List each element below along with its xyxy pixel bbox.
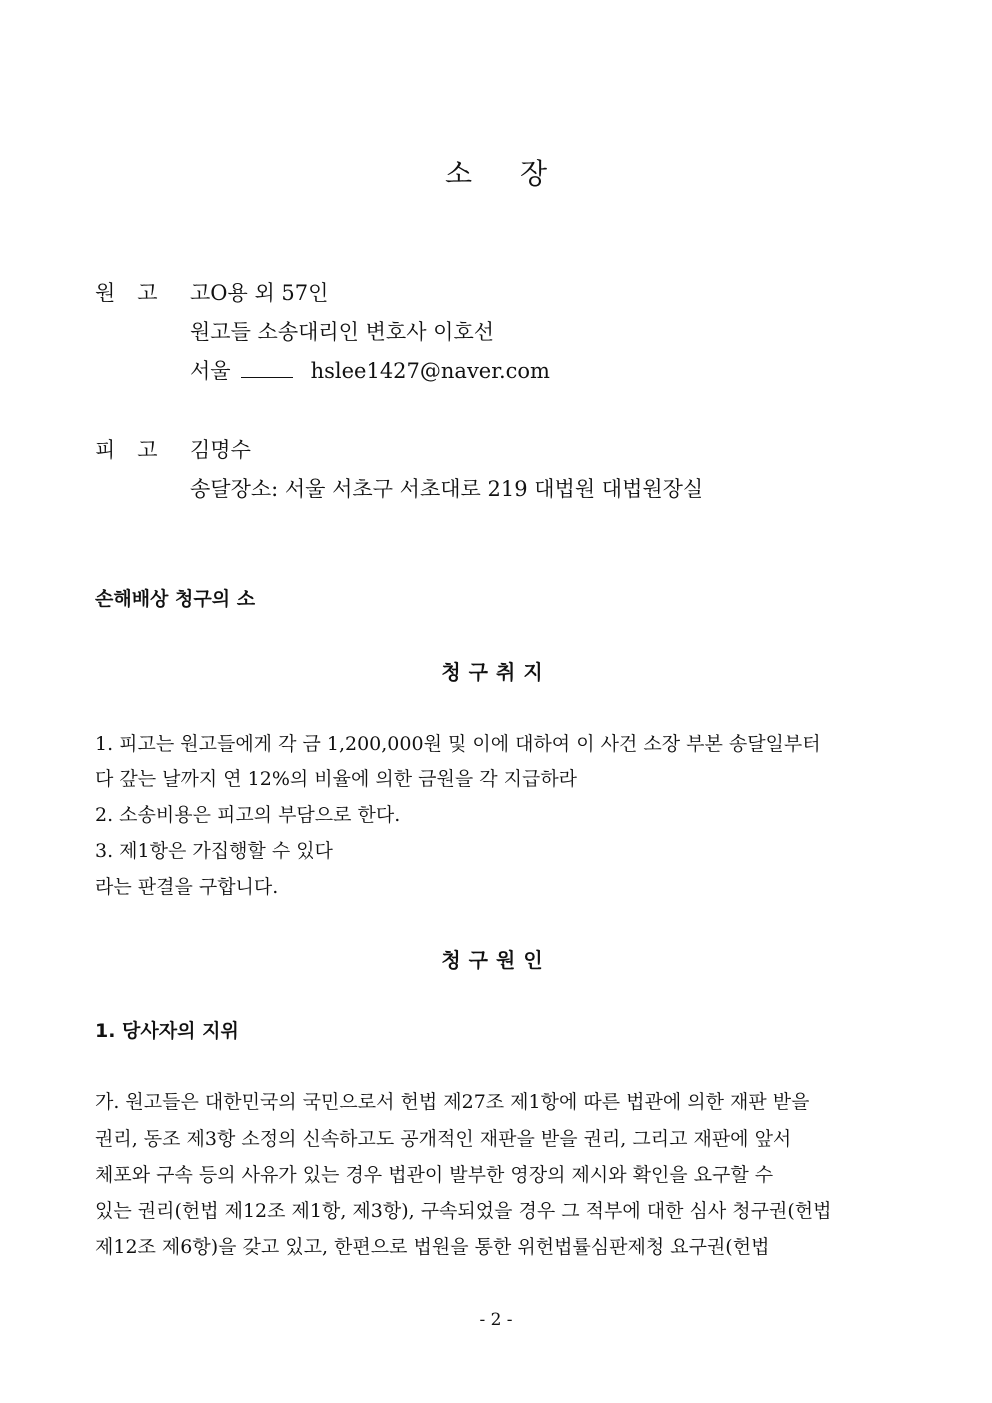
document-title <box>0 152 992 192</box>
paragraph-line: 있는 권리(헌법 제12조 제1항, 제3항), 구속되었을 경우 그 적부에 대한 심사 청구권(헌법 <box>95 1200 832 1222</box>
defendant-name: 김명수 <box>190 438 251 462</box>
plaintiff-email: hslee1427@naver.com <box>310 359 550 383</box>
claim-cause-heading: 청구원인 <box>441 948 551 972</box>
claim-purpose-line: 3. 제1항은 가집행할 수 있다 <box>95 840 333 862</box>
claim-purpose-heading: 청구취지 <box>441 660 551 684</box>
claim-cause-subheading: 1. 당사자의 지위 <box>95 1020 239 1042</box>
case-name: 손해배상 청구의 소 <box>95 588 256 610</box>
plaintiff-name: 고O용 외 57인 <box>190 281 329 305</box>
plaintiff-label: 원 고 <box>95 281 158 305</box>
address-prefix: 서울 <box>190 359 231 383</box>
paragraph-line: 제12조 제6항)을 갖고 있고, 한편으로 법원을 통한 위헌법률심판제청 요구권(헌법 <box>95 1236 770 1258</box>
claim-purpose-line: 라는 판결을 구합니다. <box>95 876 279 898</box>
claim-purpose-line: 1. 피고는 원고들에게 각 금 1,200,000원 및 이에 대하여 이 사건 소장 부본 송달일부터 <box>95 733 821 755</box>
redacted-blank <box>241 359 293 378</box>
paragraph-line: 권리, 동조 제3항 소정의 신속하고도 공개적인 재판을 받을 권리, 그리고 재판에 앞서 <box>95 1128 792 1150</box>
claim-purpose-line: 2. 소송비용은 피고의 부담으로 한다. <box>95 804 401 826</box>
defendant-service-address: 송달장소: 서울 서초구 서초대로 219 대법원 대법원장실 <box>190 477 704 501</box>
defendant-label: 피 고 <box>95 438 158 462</box>
title-part2: 장 <box>520 157 548 190</box>
page-number: - 2 - <box>479 1310 513 1330</box>
paragraph-line: 체포와 구속 등의 사유가 있는 경우 법관이 발부한 영장의 제시와 확인을 요구할 수 <box>95 1164 774 1186</box>
title-part1: 소 <box>444 157 472 190</box>
plaintiff-agent: 원고들 소송대리인 변호사 이호선 <box>190 320 495 344</box>
plaintiff-address <box>190 355 550 385</box>
claim-purpose-line: 다 갚는 날까지 연 12%의 비율에 의한 금원을 각 지급하라 <box>95 768 578 790</box>
paragraph-line: 가. 원고들은 대한민국의 국민으로서 헌법 제27조 제1항에 따른 법관에 의한 재판 받을 <box>95 1091 810 1113</box>
